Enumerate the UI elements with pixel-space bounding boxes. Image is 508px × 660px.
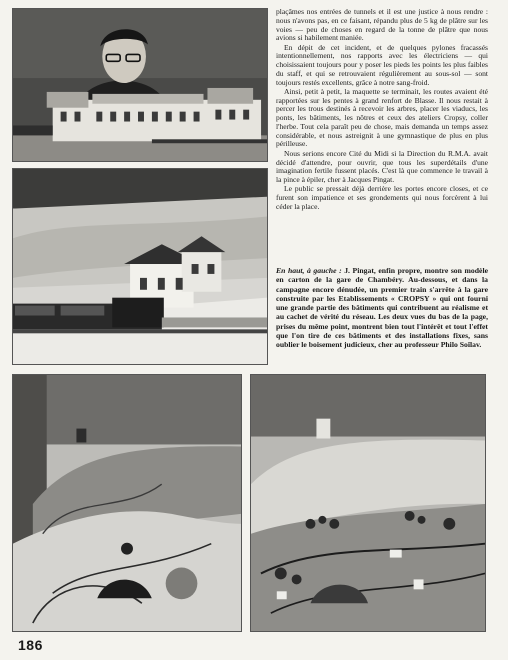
article-body [276, 8, 488, 212]
photo-layout-view-right [250, 374, 486, 632]
caption-lead: En haut, à gauche : [276, 266, 342, 275]
caption-text: J. Pingat, enfin propre, montre son modèle en carton de la gare de Chambéry. Au-dessous, et dans la campagne encore dénudée, un premier train s'arrête à la gare construite par les Etablissements « CROPSY » qui ont fourni une grande partie des bâtiments qui contribuent au réalisme et au cachet de vérité du réseau. Les deux vues du bas de la page, prises du même point, montrent bien tout l'intérêt et tout l'effet que l'on tire de ces bâtiments et des installations fixes, sans oublier le boisement judicieux, cher au professeur Philo Soïlav. [276, 266, 488, 350]
paragraph: Le public se pressait déjà derrière les portes encore closes, et ce furent son impatience et ses grondements qui nous forcèrent à lui céder la place. [276, 184, 488, 211]
paragraph: Ainsi, petit à petit, la maquette se terminait, les routes avaient été rapportées sur les pentes à grand renfort de Blasse. Il nous restait à percer les trous destinés à recevoir les arbres, placer les viaducs, les ponts, les bâtiments, les nôtres et ceux des ateliers Cropsy, coller l'herbe. Tout cela paraît peu de chose, mais demanda un temps assez considérable, et nous astreignit à une gymnastique de plus en plus périlleuse. [276, 86, 488, 149]
photo-first-train [12, 168, 268, 365]
photo-station-model [12, 8, 268, 162]
paragraph: Nous serions encore Cité du Midi si la Direction du R.M.A. avait décidé d'attendre, pour ouvrir, que tous les superdétails d'une imagination fertile fussent placés. C'est là que commence le travail à la pince à épiler, cher à Jacques Pingat. [276, 148, 488, 185]
paragraph: plaçâmes nos entrées de tunnels et il est une justice à nous rendre : nous n'avons pas, en ce faisant, répandu plus de 5 kg de plâtre sur les voies — peu de choses en regard de la tonne de plâtre que nous avions si habilement maniée. [276, 7, 488, 43]
paragraph: En dépit de cet incident, et de quelques pylones fracassés intentionnellement, nos rapports avec les électriciens — qui choisissaient toujours pour y poser les pieds les points les plus faibles du staff, et qui se retrouvaient régulièrement au sous-sol — sont toujours restés excellents, grâce à notre sang-froid. [276, 42, 488, 87]
photo-layout-view-left [12, 374, 242, 632]
photo-caption [276, 266, 488, 350]
page-number: 186 [18, 637, 43, 653]
